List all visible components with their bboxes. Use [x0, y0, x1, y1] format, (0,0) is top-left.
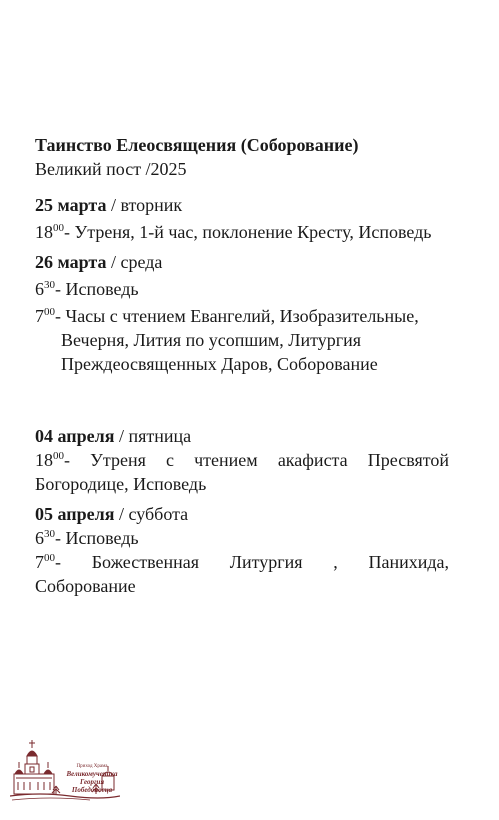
- entry-hour: 18: [35, 222, 53, 242]
- entry-text: - Утреня, 1-й час, поклонение Кресту, Исповедь: [64, 222, 432, 242]
- day-heading-2: [35, 250, 449, 274]
- entry-hour: 6: [35, 279, 44, 299]
- day-date: 04 апреля: [35, 426, 115, 446]
- entry-hour: 7: [35, 306, 44, 326]
- entry-minutes: 00: [44, 552, 55, 564]
- entry-hour: 18: [35, 450, 53, 470]
- entry-hour: 6: [35, 528, 44, 548]
- entry-minutes: 00: [44, 306, 55, 318]
- day-weekday: / среда: [106, 252, 163, 272]
- schedule-entry: [35, 277, 449, 301]
- entry-minutes: 30: [44, 528, 55, 540]
- logo-line-2: Великомученика: [66, 770, 118, 778]
- day-weekday: / пятница: [114, 426, 192, 446]
- schedule-document: [35, 133, 449, 598]
- day-weekday: / суббота: [114, 504, 189, 524]
- logo-caption: [60, 738, 124, 794]
- day-heading-4: [35, 502, 449, 526]
- schedule-entry: [35, 220, 449, 244]
- entry-text: - Божественная Литургия , Панихида, Соборование: [35, 552, 449, 596]
- logo-line-1: Приход Храма: [76, 764, 108, 769]
- logo-line-3: Георгия Победоносца: [71, 778, 113, 794]
- day-heading-3: [35, 424, 449, 448]
- entry-text: - Исповедь: [55, 279, 139, 299]
- parish-logo: [10, 738, 120, 816]
- entry-text: - Утреня с чтением акафиста Пресвятой Богородице, Исповедь: [35, 450, 449, 494]
- schedule-entry: [35, 526, 449, 550]
- schedule-entry: [35, 550, 449, 598]
- day-weekday: / вторник: [106, 195, 183, 215]
- schedule-entry: [35, 304, 449, 376]
- document-title: Таинство Елеосвящения (Соборование): [35, 135, 359, 155]
- entry-minutes: 30: [44, 279, 55, 291]
- entry-minutes: 00: [53, 222, 64, 234]
- entry-text: - Часы с чтением Евангелий, Изобразительные, Вечерня, Лития по усопшим, Литургия Преждеосвященных Даров, Соборование: [55, 306, 419, 374]
- entry-text: - Исповедь: [55, 528, 139, 548]
- entry-hour: 7: [35, 552, 44, 572]
- document-subtitle: Великий пост /2025: [35, 159, 187, 179]
- day-date: 25 марта: [35, 195, 107, 215]
- entry-minutes: 00: [53, 450, 64, 462]
- day-heading-1: [35, 193, 449, 217]
- schedule-entry: [35, 448, 449, 496]
- day-date: 05 апреля: [35, 504, 115, 524]
- day-date: 26 марта: [35, 252, 107, 272]
